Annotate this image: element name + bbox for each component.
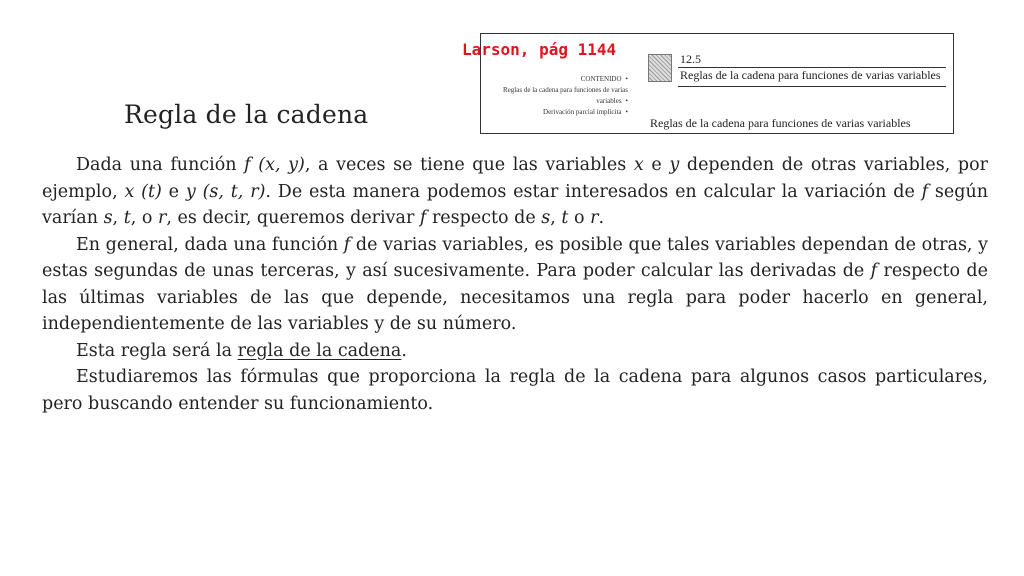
toc-item: Derivación parcial implícita • [543,108,628,116]
book-thumbnail-icon [648,54,672,82]
chain-rule-term: regla de la cadena [237,340,402,361]
subsection-title: Reglas de la cadena para funciones de varias variables [650,116,911,130]
section-title: Reglas de la cadena para funciones de varias variables [680,68,941,82]
section-divider [678,86,946,87]
toc-item: Reglas de la cadena para funciones de varias variables • [503,86,628,105]
reference-note: Larson, pág 1144 [462,40,617,59]
paragraph: Dada una función f (x, y), a veces se tiene que las variables x e y dependen de otras variables, por ejemplo, x (t) e y (s, t, r). De esta manera podemos estar interesados en calcular la variación de f según varían s, t, o r, es decir, queremos derivar f respecto de s, t o r. [42,155,989,228]
paragraph: Esta regla será la regla de la cadena. [76,340,407,361]
paragraph: Estudiaremos las fórmulas que proporciona la regla de la cadena para algunos casos particulares, pero buscando entender su funcionamiento. [42,367,988,414]
section-number: 12.5 [680,52,701,66]
paragraph: En general, dada una función f de varias variables, es posible que tales variables dependan de otras, y estas segundas de unas terceras, y así sucesivamente. Para poder calcular las derivadas de f respecto de las últimas variables de las que depende, necesitamos una regla para poder hacerlo en general, independientemente de las variables y de su número. [42,234,988,334]
toc-item: CONTENIDO • [580,75,628,83]
document-body [42,152,988,417]
page-title: Regla de la cadena [124,100,369,129]
reference-toc [488,74,628,118]
